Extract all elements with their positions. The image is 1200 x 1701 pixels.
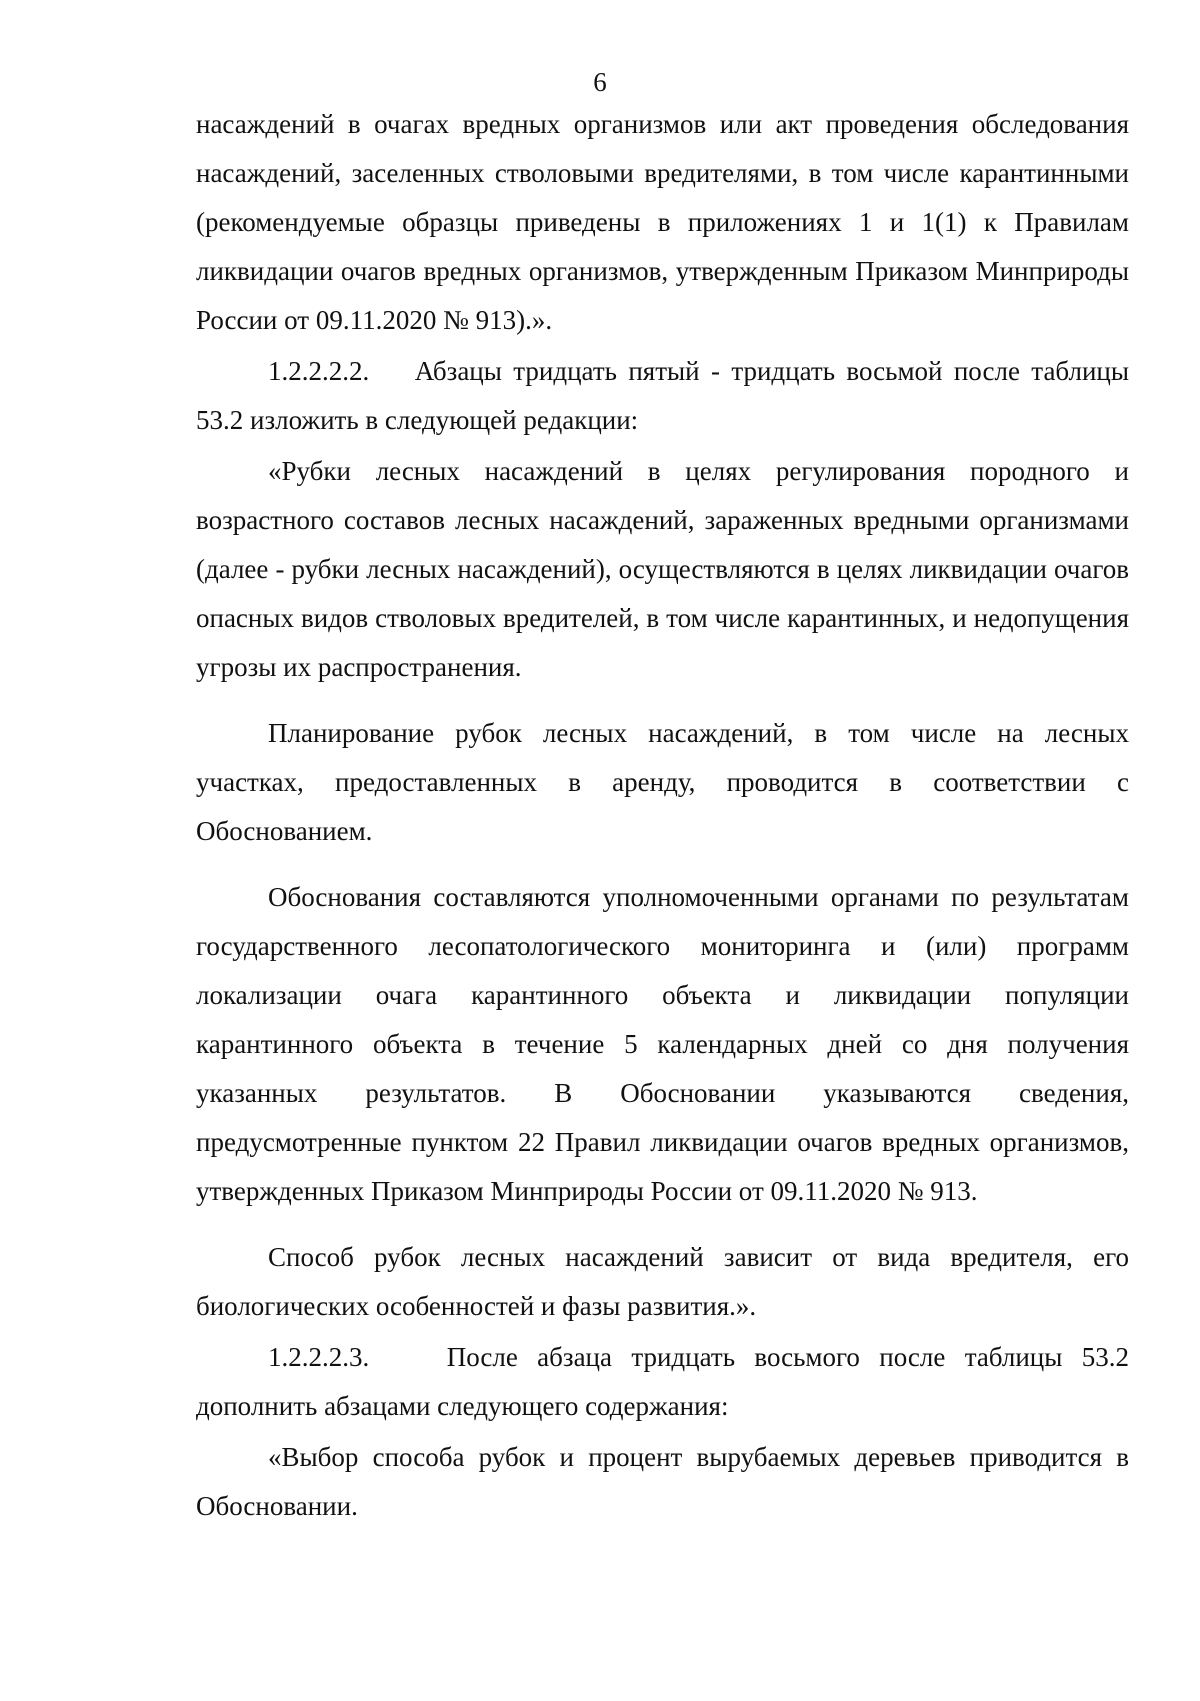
paragraph-justification: Обоснования составляются уполномоченными органами по результатам государственного лесопатологического мониторинга и (или) программ локализации очага карантинного объекта и ликвидации популяции карантинного объекта в течение 5 календарных дней со дня получения указанных результатов. В Обосновании указываются сведения, предусмотренные пунктом 22 Правил ликвидации очагов вредных организмов, утвержденных Приказом Минприроды России от 09.11.2020 № 913.: [196, 882, 1129, 1206]
paragraph-continuation: насаждений в очагах вредных организмов или акт проведения обследования насаждений, заселенных стволовыми вредителями, в том числе карантинными (рекомендуемые образцы приведены в приложениях 1 и 1(1) к Правилам ликвидации очагов вредных организмов, утвержденным Приказом Минприроды России от 09.11.2020 № 913).».: [196, 109, 1129, 335]
paragraph-cutting-method: Способ рубок лесных насаждений зависит от вида вредителя, его биологических особенностей и фазы развития.».: [196, 1242, 1129, 1321]
paragraph-cutting-choice: «Выбор способа рубок и процент вырубаемых деревьев приводится в Обосновании.: [196, 1442, 1129, 1521]
page-number: 6: [593, 67, 607, 97]
paragraph-cutting-purpose: «Рубки лесных насаждений в целях регулирования породного и возрастного составов лесных насаждений, зараженных вредными организмами (далее - рубки лесных насаждений), осуществляются в целях ликвидации очагов опасных видов стволовых вредителей, в том числе карантинных, и недопущения угрозы их распространения.: [196, 456, 1129, 682]
paragraph-clause-1-2-2-2-3: 1.2.2.2.3. После абзаца тридцать восьмого после таблицы 53.2 дополнить абзацами следующего содержания:: [196, 1342, 1136, 1421]
paragraph-cutting-planning: Планирование рубок лесных насаждений, в том числе на лесных участках, предоставленных в аренду, проводится в соответствии с Обоснованием.: [196, 718, 1129, 846]
document-body: [196, 100, 1136, 1531]
paragraph-clause-1-2-2-2-2: 1.2.2.2.2. Абзацы тридцать пятый - тридцать восьмой после таблицы 53.2 изложить в следующей редакции:: [196, 356, 1136, 435]
